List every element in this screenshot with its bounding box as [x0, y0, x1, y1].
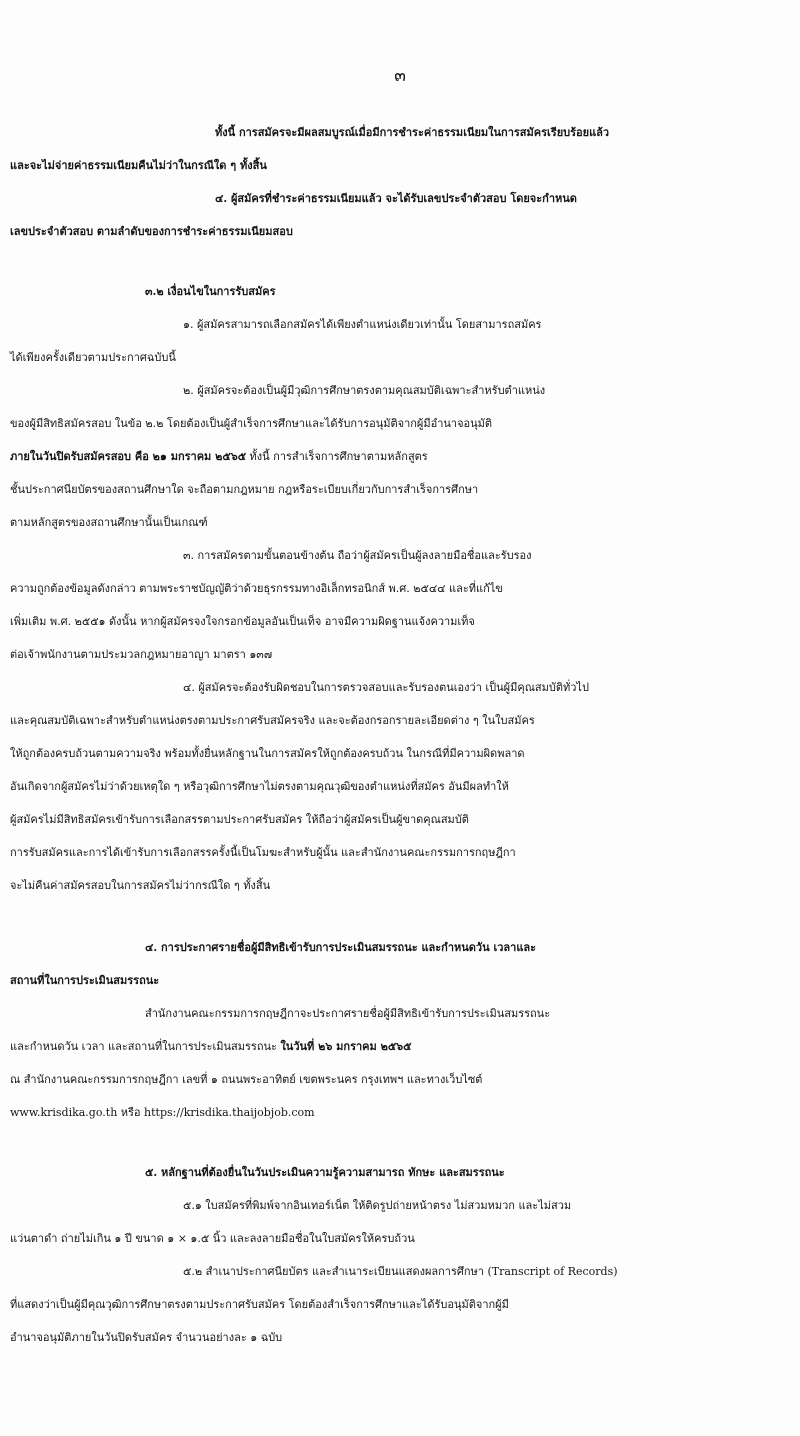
- text-line: [0, 873, 800, 899]
- page-number: ๓: [394, 66, 406, 86]
- text-line-content: สำนักงานคณะกรรมการกฤษฎีกาจะประกาศรายชื่อผู้มีสิทธิเข้ารับการประเมินสมรรถนะ: [145, 1007, 551, 1020]
- text-line-content: ๓. การสมัครตามขั้นตอนข้างต้น ถือว่าผู้สมัครเป็นผู้ลงลายมือชื่อและรับรอง: [183, 549, 532, 562]
- text-line: [0, 186, 800, 212]
- text-line-content: เลขประจำตัวสอบ ตามลำดับของการชำระค่าธรรมเนียมสอบ: [10, 225, 293, 238]
- text-line-content: ผู้สมัครไม่มีสิทธิสมัครเข้ารับการเลือกสรรตามประกาศรับสมัคร ให้ถือว่าผู้สมัครเป็นผู้ขาดคุณสมบัติ: [10, 813, 469, 826]
- text-line-content: และกำหนดวัน เวลา และสถานที่ในการประเมินสมรรถนะ: [10, 1040, 281, 1053]
- text-line-content: สถานที่ในการประเมินสมรรถนะ: [10, 974, 160, 987]
- text-line-content: ๓.๒ เงื่อนไขในการรับสมัคร: [145, 285, 276, 298]
- text-line-content: ๑. ผู้สมัครสามารถเลือกสมัครได้เพียงตำแหน่งเดียวเท่านั้น โดยสามารถสมัคร: [183, 318, 542, 331]
- text-line-content: ๔. ผู้สมัครจะต้องรับผิดชอบในการตรวจสอบและรับรองตนเองว่า เป็นผู้มีคุณสมบัติทั่วไป: [183, 681, 589, 694]
- text-line: [0, 153, 800, 179]
- text-line: [0, 1001, 800, 1027]
- text-line-rest: ทั้งนี้ การสำเร็จการศึกษาตามหลักสูตร: [246, 450, 428, 463]
- text-line: [0, 1034, 800, 1060]
- text-line-content: อำนาจอนุมัติภายในวันปิดรับสมัคร จำนวนอย่างละ ๑ ฉบับ: [10, 1331, 283, 1344]
- text-line-content: ภายในวันปิดรับสมัครสอบ คือ ๒๑ มกราคม ๒๕๖๕: [10, 450, 247, 463]
- text-line: [0, 675, 800, 701]
- text-line-content: www.krisdika.go.th หรือ https://krisdika.thaijobjob.com: [10, 1106, 315, 1119]
- text-line-content: แว่นตาดำ ถ่ายไม่เกิน ๑ ปี ขนาด ๑ × ๑.๕ นิ้ว และลงลายมือชื่อในใบสมัครให้ครบถ้วน: [10, 1232, 415, 1245]
- text-line: [0, 1292, 800, 1318]
- text-line-content: ๒. ผู้สมัครจะต้องเป็นผู้มีวุฒิการศึกษาตรงตามคุณสมบัติเฉพาะสำหรับตำแหน่ง: [183, 384, 546, 397]
- text-line-content: ตามหลักสูตรของสถานศึกษานั้นเป็นเกณฑ์: [10, 516, 208, 529]
- text-line-content: เพิ่มเติม พ.ศ. ๒๕๕๑ ดังนั้น หากผู้สมัครจงใจกรอกข้อมูลอันเป็นเท็จ อาจมีความผิดฐานแจ้งความเท็จ: [10, 615, 475, 628]
- text-line-content: จะไม่คืนค่าสมัครสอบในการสมัครไม่ว่ากรณีใด ๆ ทั้งสิ้น: [10, 879, 271, 892]
- text-line-content: ๔. การประกาศรายชื่อผู้มีสิทธิเข้ารับการประเมินสมรรถนะ และกำหนดวัน เวลาและ: [145, 941, 537, 954]
- text-line: [0, 935, 800, 961]
- text-line-content: ณ สำนักงานคณะกรรมการกฤษฎีกา เลขที่ ๑ ถนนพระอาทิตย์ เขตพระนคร กรุงเทพฯ และทางเว็บไซต์: [10, 1073, 483, 1086]
- text-line: [0, 1259, 800, 1285]
- text-line: [0, 510, 800, 536]
- text-line: [0, 120, 800, 146]
- text-line: [0, 378, 800, 404]
- text-line: [0, 1193, 800, 1219]
- text-line: [0, 279, 800, 305]
- text-line-content: ๕. หลักฐานที่ต้องยื่นในวันประเมินความรู้ความสามารถ ทักษะ และสมรรถนะ: [145, 1166, 505, 1179]
- text-line: [0, 840, 800, 866]
- text-line: [0, 1325, 800, 1351]
- text-line: [0, 444, 800, 470]
- text-line: [0, 1160, 800, 1186]
- text-line-content: ต่อเจ้าพนักงานตามประมวลกฎหมายอาญา มาตรา ๑๓๗: [10, 648, 273, 661]
- text-line-content: ที่แสดงว่าเป็นผู้มีคุณวุฒิการศึกษาตรงตามประกาศรับสมัคร โดยต้องสำเร็จการศึกษาและได้รับอนุมัติจากผู้มี: [10, 1298, 509, 1311]
- text-line: [0, 543, 800, 569]
- text-line: [0, 807, 800, 833]
- text-line-content: ๕.๑ ใบสมัครที่พิมพ์จากอินเทอร์เน็ต ให้ติดรูปถ่ายหน้าตรง ไม่สวมหมวก และไม่สวม: [183, 1199, 572, 1212]
- text-line-content: การรับสมัครและการได้เข้ารับการเลือกสรรครั้งนี้เป็นโมฆะสำหรับผู้นั้น และสำนักงานคณะกรรมการกฤษฎีกา: [10, 846, 516, 859]
- text-line: [0, 609, 800, 635]
- text-line: [0, 411, 800, 437]
- text-line: [0, 219, 800, 245]
- text-line-bold-tail: ในวันที่ ๒๖ มกราคม ๒๕๖๕: [280, 1040, 412, 1053]
- text-line: [0, 312, 800, 338]
- text-line: [0, 1067, 800, 1093]
- text-line-content: อันเกิดจากผู้สมัครไม่ว่าด้วยเหตุใด ๆ หรือวุฒิการศึกษาไม่ตรงตามคุณวุฒิของตำแหน่งที่สมัคร อันมีผลทำให้: [10, 780, 509, 793]
- text-line-content: ได้เพียงครั้งเดียวตามประกาศฉบับนี้: [10, 351, 176, 364]
- text-line-content: ให้ถูกต้องครบถ้วนตามความจริง พร้อมทั้งยื่นหลักฐานในการสมัครให้ถูกต้องครบถ้วน ในกรณีที่มีความผิดพลาด: [10, 747, 525, 760]
- text-line: [0, 477, 800, 503]
- text-line: [0, 1226, 800, 1252]
- text-line-content: ๔. ผู้สมัครที่ชำระค่าธรรมเนียมแล้ว จะได้รับเลขประจำตัวสอบ โดยจะกำหนด: [215, 192, 577, 205]
- text-line: [0, 1100, 800, 1126]
- text-line: [0, 345, 800, 371]
- text-line: [0, 968, 800, 994]
- text-line: [0, 576, 800, 602]
- text-line: [0, 642, 800, 668]
- text-line-content: และจะไม่จ่ายค่าธรรมเนียมคืนไม่ว่าในกรณีใด ๆ ทั้งสิ้น: [10, 159, 267, 172]
- text-line-content: ทั้งนี้ การสมัครจะมีผลสมบูรณ์เมื่อมีการชำระค่าธรรมเนียมในการสมัครเรียบร้อยแล้ว: [215, 126, 610, 139]
- text-line-content: ของผู้มีสิทธิสมัครสอบ ในข้อ ๒.๒ โดยต้องเป็นผู้สำเร็จการศึกษาและได้รับการอนุมัติจากผู้มีอำนาจอนุมัติ: [10, 417, 493, 430]
- text-line: [0, 708, 800, 734]
- text-line: [0, 774, 800, 800]
- text-line-content: ๕.๒ สำเนาประกาศนียบัตร และสำเนาระเบียนแสดงผลการศึกษา (Transcript of Records): [183, 1265, 618, 1278]
- text-line-content: ชั้นประกาศนียบัตรของสถานศึกษาใด จะถือตามกฎหมาย กฎหรือระเบียบเกี่ยวกับการสำเร็จการศึกษา: [10, 483, 479, 496]
- text-line-content: และคุณสมบัติเฉพาะสำหรับตำแหน่งตรงตามประกาศรับสมัครจริง และจะต้องกรอกรายละเอียดต่าง ๆ ในใบสมัคร: [10, 714, 535, 727]
- text-line: [0, 741, 800, 767]
- text-line-content: ความถูกต้องข้อมูลดังกล่าว ตามพระราชบัญญัติว่าด้วยธุรกรรมทางอิเล็กทรอนิกส์ พ.ศ. ๒๕๔๔ และที่แก้ไข: [10, 582, 503, 595]
